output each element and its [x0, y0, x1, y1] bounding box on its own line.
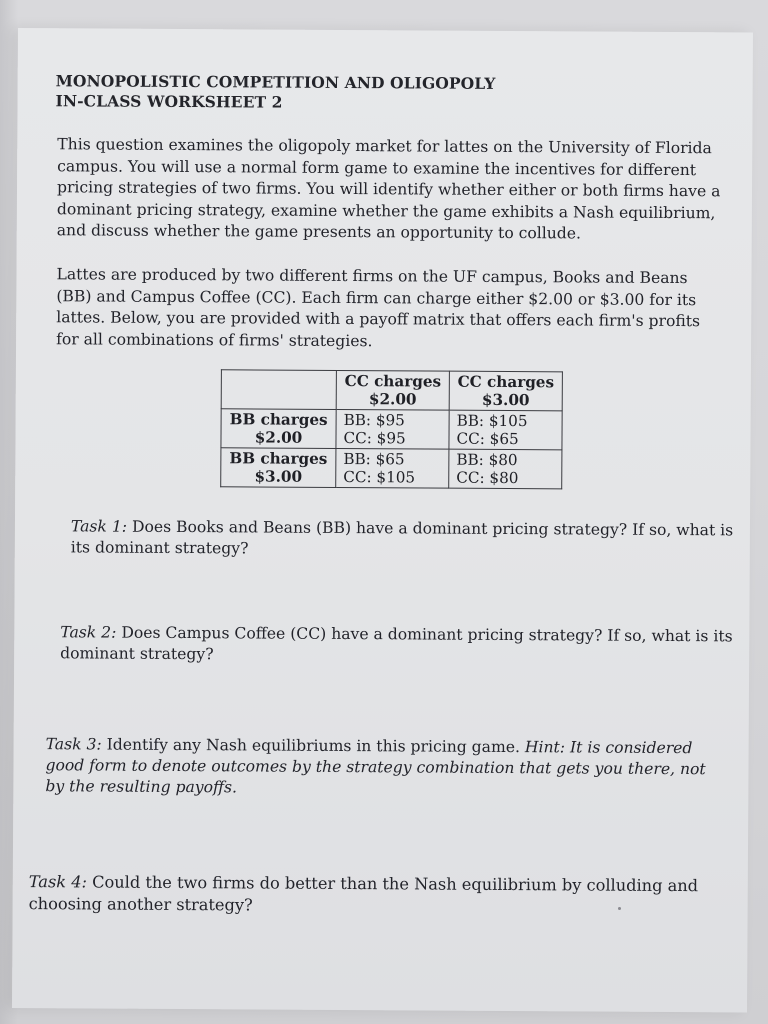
payoff-cell	[336, 448, 449, 488]
col-header-label: CC charges	[344, 372, 442, 391]
cc-payoff: CC: $95	[343, 428, 406, 448]
col-header-cc-3	[449, 371, 562, 411]
task-3	[45, 734, 725, 801]
payoff-cell	[449, 410, 562, 450]
col-header-price: $3.00	[481, 390, 530, 410]
task-label: Task 2:	[60, 623, 117, 642]
task-label: Task 4:	[28, 872, 88, 892]
payoff-cell	[449, 449, 562, 489]
payoff-matrix	[220, 369, 563, 489]
task-text: Could the two firms do better than the Nash equilibrium by colluding and choosing another strategy?	[28, 872, 699, 915]
task-label: Task 1:	[70, 517, 128, 536]
bb-payoff: BB: $65	[343, 449, 405, 469]
task-1	[71, 516, 751, 562]
payoff-cell	[336, 409, 449, 449]
row-header-bb-3	[221, 448, 336, 488]
matrix-row-bb-2	[221, 409, 562, 450]
paper-speck	[618, 907, 621, 910]
row-header-bb-2	[221, 409, 336, 449]
col-header-label: CC charges	[457, 372, 555, 392]
task-hint: Hint: It is considered good form to denote outcomes by the strategy combination that gets you there, not by the resulting payoffs.	[45, 738, 706, 797]
cc-payoff: CC: $65	[456, 429, 519, 449]
task-4	[29, 871, 709, 919]
row-header-label: BB charges	[229, 410, 328, 429]
worksheet-title: MONOPOLISTIC COMPETITION AND OLIGOPOLY	[55, 71, 496, 93]
cc-payoff: CC: $105	[343, 467, 416, 487]
intro-paragraph-1: This question examines the oligopoly market for lattes on the University of Florida campus. You will use a normal form game to examine the incentives for different pricing strategies of two firms. You will identify whether either or both firms have a dominant pricing strategy, examine whether the game exhibits a Nash equilibrium, and discuss whether the game presents an opportunity to collude.	[56, 135, 721, 243]
task-text: Identify any Nash equilibriums in this pricing game.	[106, 735, 521, 757]
col-header-price: $2.00	[368, 390, 417, 409]
row-header-price: $3.00	[254, 467, 303, 486]
task-label: Task 3:	[45, 735, 102, 754]
intro-paragraph-2: Lattes are produced by two different firms on the UF campus, Books and Beans (BB) and Campus Coffee (CC). Each firm can charge either $2.00 or $3.00 for its lattes. Below, you are provided with a payoff matrix that offers each firm's profits for all combinations of firms' strategies.	[56, 265, 701, 350]
col-header-cc-2	[336, 370, 449, 410]
row-header-label: BB charges	[229, 449, 328, 468]
bb-payoff: BB: $80	[456, 450, 518, 470]
task-2	[60, 622, 740, 668]
bb-payoff: BB: $95	[343, 410, 405, 430]
matrix-header-row	[221, 370, 562, 411]
row-header-price: $2.00	[254, 428, 303, 447]
matrix-corner-cell	[221, 370, 336, 410]
worksheet-page	[12, 28, 753, 1012]
matrix-row-bb-3	[221, 448, 562, 489]
task-text: Does Campus Coffee (CC) have a dominant pricing strategy? If so, what is its dominant strategy?	[60, 623, 733, 664]
worksheet-subtitle: IN-CLASS WORKSHEET 2	[55, 91, 283, 112]
cc-payoff: CC: $80	[456, 468, 519, 488]
task-text: Does Books and Beans (BB) have a dominant pricing strategy? If so, what is its dominant strategy?	[70, 517, 734, 558]
bb-payoff: BB: $105	[456, 411, 528, 431]
